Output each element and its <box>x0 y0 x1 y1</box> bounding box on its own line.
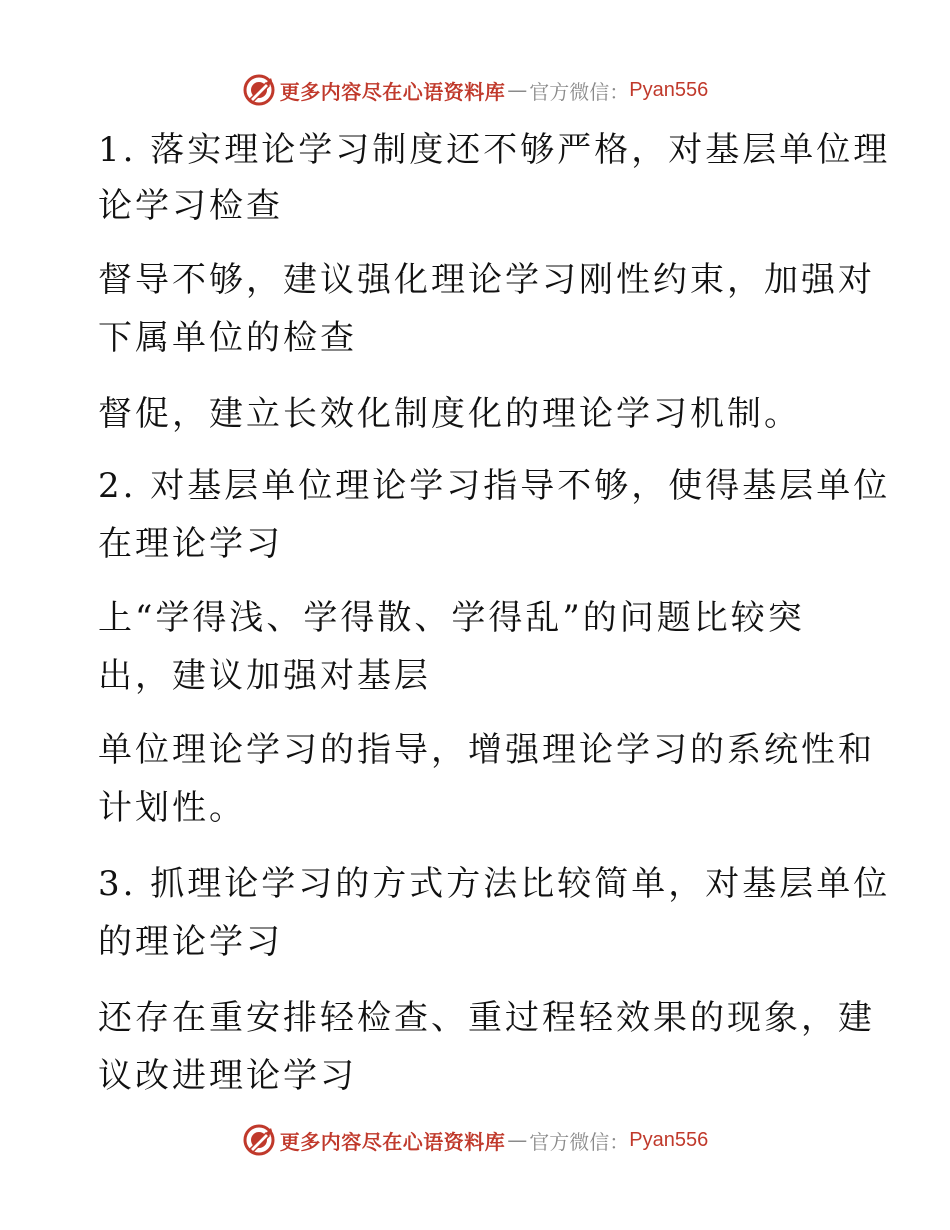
banner-wechat-id: Pyan556 <box>629 78 709 101</box>
body-line: 单位理论学习的指导，增强理论学习的系统性和 <box>98 730 875 770</box>
banner-wechat-label: 官方微信： <box>529 79 630 104</box>
header-banner <box>0 70 950 110</box>
banner-brand-text: 更多内容尽在心语资料库 <box>279 1129 506 1154</box>
body-line: 还存在重安排轻检查、重过程轻效果的现象，建 <box>98 998 875 1038</box>
body-line: 计划性。 <box>98 788 246 828</box>
body-line: 下属单位的检查 <box>98 318 357 358</box>
body-line: 的理论学习 <box>98 922 283 962</box>
banner-brand-text: 更多内容尽在心语资料库 <box>279 79 506 104</box>
body-line: 1. 落实理论学习制度还不够严格，对基层单位理 <box>98 130 891 170</box>
body-line: 在理论学习 <box>98 524 283 564</box>
banner-separator: — <box>507 1128 528 1152</box>
banner-separator: — <box>507 78 528 102</box>
body-line: 出，建议加强对基层 <box>98 656 431 696</box>
footer-banner <box>0 1120 950 1160</box>
banner-wechat-id: Pyan556 <box>629 1128 709 1151</box>
body-line: 督导不够，建议强化理论学习刚性约束，加强对 <box>98 260 875 300</box>
body-line: 督促，建立长效化制度化的理论学习机制。 <box>98 394 801 434</box>
body-line: 上“学得浅、学得散、学得乱”的问题比较突 <box>98 598 805 638</box>
body-line: 2. 对基层单位理论学习指导不够，使得基层单位 <box>98 466 891 506</box>
pen-logo-icon <box>242 1123 276 1157</box>
body-line: 议改进理论学习 <box>98 1056 357 1096</box>
pen-logo-icon <box>242 73 276 107</box>
body-line: 3. 抓理论学习的方式方法比较简单，对基层单位 <box>98 864 891 904</box>
body-line: 论学习检查 <box>98 186 283 226</box>
banner-wechat-label: 官方微信： <box>529 1129 630 1154</box>
